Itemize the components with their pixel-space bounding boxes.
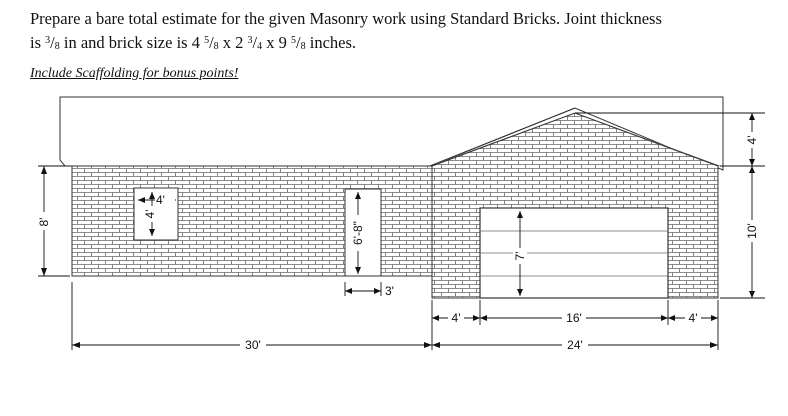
bonus-note: Include Scaffolding for bonus points! bbox=[30, 66, 239, 81]
question-text: Prepare a bare total estimate for the given Masonry work using Standard Bricks. Joint thickness is $^3/_8$ in and brick size is 4 $^5/_8$ x 2 $^3/_4$ x 9 $^5/_8$ inches. bbox=[30, 9, 662, 52]
dim-garage-length: 24' bbox=[567, 338, 583, 352]
dim-window-height: 4' bbox=[143, 209, 157, 219]
question-line-1: Prepare a bare total estimate for the given Masonry work using Standard Bricks. Joint thickness bbox=[30, 9, 662, 28]
dim-house-length: 30' bbox=[245, 338, 261, 352]
dim-garage-side-left: 4' bbox=[451, 311, 461, 325]
dim-garage-door-width: 16' bbox=[566, 311, 582, 325]
dim-door-height: 6'-8" bbox=[351, 221, 365, 245]
dim-wall-height: 8' bbox=[37, 217, 51, 227]
dim-garage-side-right: 4' bbox=[688, 311, 698, 325]
dim-window-width: 4' bbox=[156, 193, 165, 207]
dim-garage-door-height: 7' bbox=[513, 251, 527, 261]
dim-door-width: 3' bbox=[385, 284, 394, 298]
dim-garage-wall-height: 10' bbox=[745, 223, 759, 239]
joint-denominator: 8 bbox=[54, 41, 60, 52]
dim-gable-height: 4' bbox=[745, 135, 759, 145]
joint-numerator: 3 bbox=[45, 35, 51, 46]
